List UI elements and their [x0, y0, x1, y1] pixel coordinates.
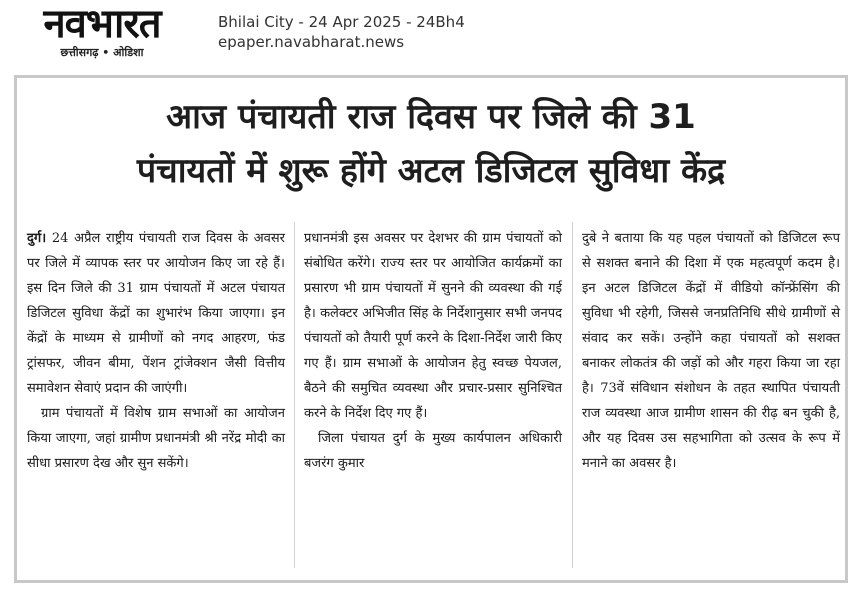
headline-line-1: आज पंचायती राज दिवस पर जिले की 31	[166, 97, 696, 137]
column-divider	[572, 222, 573, 568]
logo-subtitle: छत्तीसगढ़ • ओडिशा	[60, 46, 144, 59]
article-column-2	[304, 226, 562, 476]
newspaper-logo	[4, 2, 200, 62]
column-divider	[294, 222, 295, 568]
paragraph: ग्राम पंचायतों में विशेष ग्राम सभाओं का आयोजन किया जाएगा, जहां ग्रामीण प्रधानमंत्री श्री नरेंद्र मोदी का सीधा प्रसारण देख और सुन सकेंगे।	[27, 406, 285, 471]
article-column-1	[27, 226, 285, 476]
paragraph: प्रधानमंत्री इस अवसर पर देशभर की ग्राम पंचायतों को संबोधित करेंगे। राज्य स्तर पर आयोजित कार्यक्रमों का प्रसारण भी ग्राम पंचायतों में सुनने की व्यवस्था की गई है। कलेक्टर अभिजीत सिंह के निर्देशानुसार सभी जनपद पंचायतों को तैयारी पूर्ण करने के दिशा-निर्देश जारी किए गए हैं। ग्राम सभाओं के आयोजन हेतु स्वच्छ पेयजल, बैठने की समुचित व्यवस्था और प्रचार-प्रसार सुनिश्चित करने के निर्देश दिए गए हैं।	[304, 231, 562, 421]
edition-info: Bhilai City - 24 Apr 2025 - 24Bh4	[218, 13, 465, 31]
article-headline	[14, 90, 848, 198]
page-header	[0, 0, 865, 64]
paragraph-text: 24 अप्रैल राष्ट्रीय पंचायती राज दिवस के अवसर पर जिले में व्यापक स्तर पर आयोजन किए जा रहे हैं। इस दिन जिले की 31 ग्राम पंचायतों में अटल पंचायत डिजिटल सुविधा केंद्रों का शुभारंभ किया जाएगा। इन केंद्रों के माध्यम से ग्रामीणों को नगद आहरण, फंड ट्रांसफर, जीवन बीमा, पेंशन ट्रांजेक्शन जैसी वित्तीय समावेशन सेवाएं प्रदान की जाएंगी।	[27, 231, 286, 396]
article-column-3	[582, 226, 840, 476]
paragraph: दुबे ने बताया कि यह पहल पंचायतों को डिजिटल रूप से सशक्त बनाने की दिशा में एक महत्वपूर्ण कदम है। इन अटल डिजिटल केंद्रों में वीडियो कॉन्फ्रेंसिंग की सुविधा भी रहेगी, जिससे जनप्रतिनिधि सीधे ग्रामीणों से संवाद कर सकें। उन्होंने कहा पंचायतों को सशक्त बनाकर लोकतंत्र की जड़ों को और गहरा किया जा रहा है। 73वें संविधान संशोधन के तहत स्थापित पंचायती राज व्यवस्था आज ग्रामीण शासन की रीढ़ बन चुकी है, और यह दिवस उस सहभागिता को उत्सव के रूप में मनाने का अवसर है।	[582, 231, 840, 471]
site-link[interactable]: epaper.navabharat.news	[218, 33, 405, 51]
paragraph	[27, 226, 285, 401]
logo-text: नवभारत	[43, 1, 161, 47]
headline-line-2: पंचायतों में शुरू होंगे अटल डिजिटल सुविधा केंद्र	[136, 151, 726, 191]
dateline: दुर्ग।	[27, 231, 47, 246]
paragraph: जिला पंचायत दुर्ग के मुख्य कार्यपालन अधिकारी बजरंग कुमार	[304, 431, 562, 471]
